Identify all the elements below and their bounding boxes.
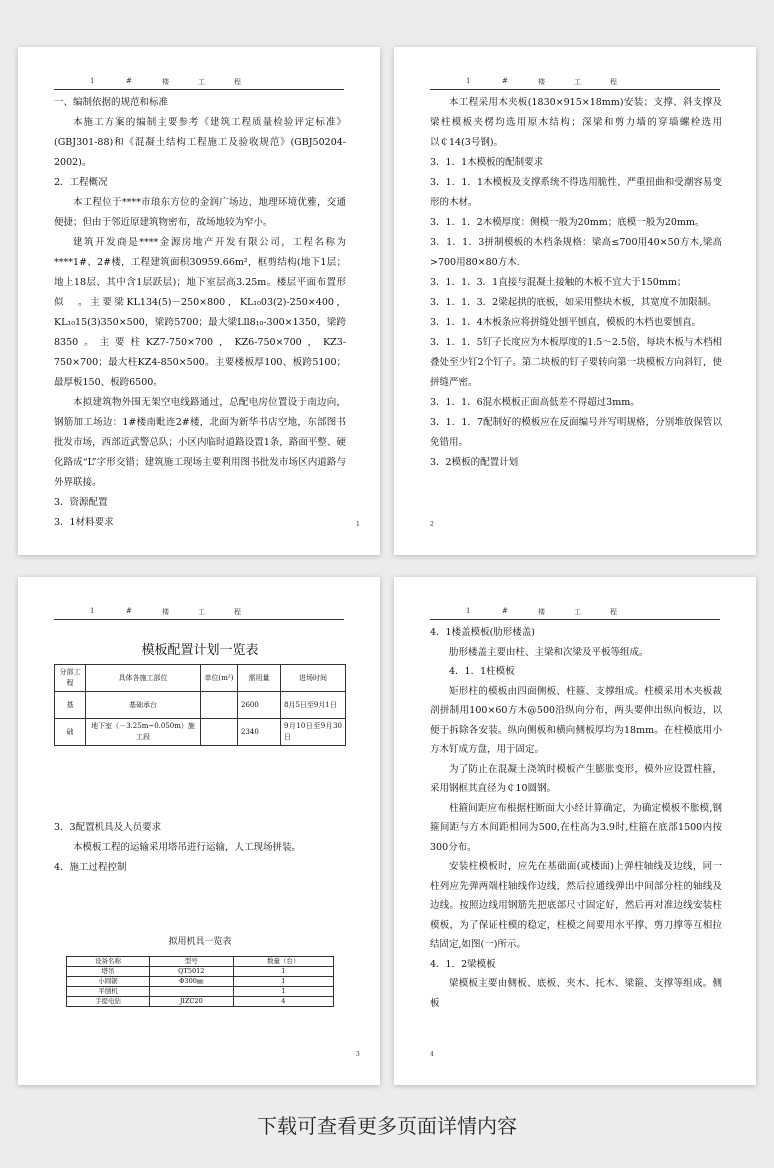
section-heading: 3．资源配置 — [54, 497, 108, 508]
paragraph: 3．1．1．1木模板及支撑系统不得选用脆性、严重扭曲和受潮容易变形的木材。 — [430, 177, 722, 208]
section-heading: 4．施工过程控制 — [54, 862, 127, 873]
table-cell: 1 — [233, 967, 333, 977]
table-cell: 4 — [233, 997, 333, 1007]
table-cell: 2600 — [238, 692, 281, 719]
table-cell: 2340 — [238, 719, 281, 746]
page-body — [54, 631, 346, 1007]
table-row — [55, 719, 346, 746]
table-header-cell: 设备名称 — [67, 957, 150, 967]
header-text: 程 — [234, 78, 241, 86]
header-text: # — [126, 77, 132, 85]
table-cell: 基 — [55, 692, 86, 719]
table-cell: 9月10日至9月30日 — [281, 719, 346, 746]
page-number: 3 — [356, 1051, 360, 1058]
table-cell: 1 — [233, 987, 333, 997]
paragraph: 梁模板主要由侧板、底板、夹木、托木、梁箍、支撑等组成。侧板 — [430, 978, 722, 1009]
paragraph: 本拟建筑物外围无架空电线路通过，总配电房位置设于南边向，钢筋加工场边：1#楼南毗连2#楼，北面为新华书店空地，东部图书批发市场，西部近武警总队；小区内临时道路设置1条，路面平整、硬化路成“L”字形交错；建筑施工现场主要利用图书批发市场区内道路与外界联接。 — [54, 397, 346, 488]
table-header-cell: 单位(m²) — [201, 665, 238, 692]
header-text: 工 — [574, 78, 581, 86]
table-header-cell: 型号 — [150, 957, 234, 967]
formwork-plan-table — [54, 664, 346, 746]
header-text: 1 — [466, 77, 471, 85]
section-heading: 4．1．2梁模板 — [430, 958, 496, 970]
page-body — [430, 93, 722, 473]
header-text: # — [502, 77, 508, 85]
paragraph: 3．1．1．3．2梁起拱的底板，如采用整块木板，其宽度不加限制。 — [430, 297, 717, 308]
table-header-cell: 数量（台） — [233, 957, 333, 967]
paragraph: 3．1．1．6混水模板正面高低差不得超过3mm。 — [430, 397, 640, 408]
document-page-2 — [394, 47, 756, 555]
download-more-link[interactable]: 下载可查看更多页面详情内容 — [257, 1114, 517, 1138]
document-page-3 — [18, 577, 380, 1085]
header-text: # — [126, 607, 132, 615]
paragraph: 矩形柱的模板由四面侧板、柱箍、支撑组成。柱模采用木夹板裁剖拼制用100×60方木@500沿纵向分布，两头要伸出纵向板边，以便于拆除各安装。纵向侧板和横向侧板厚均为18mm。在柱模底用小方木钉成方盘，用于固定。 — [430, 685, 722, 755]
page-body — [54, 93, 346, 533]
table-cell: 手提电钻 — [67, 997, 150, 1007]
section-heading: 3．1材料要求 — [54, 517, 114, 528]
header-text: 楼 — [162, 608, 169, 616]
page-header — [430, 77, 720, 90]
page-header — [54, 77, 344, 90]
table-cell: 小圆锯 — [67, 977, 150, 987]
header-text: 楼 — [538, 608, 545, 616]
header-text: 程 — [610, 78, 617, 86]
table-cell: 平刨机 — [67, 987, 150, 997]
table-cell: 8月5日至9月1日 — [281, 692, 346, 719]
section-heading: 4．1．1柱模板 — [449, 666, 515, 677]
header-text: 程 — [610, 608, 617, 616]
paragraph: 本工程采用木夹板(1830×915×18mm)安装；支撑、斜支撑及梁柱模板夹楞均选用原木结构；深梁和剪力墙的穿墙螺栓选用以￠14(3号钢)。 — [430, 97, 722, 148]
header-text: 工 — [198, 608, 205, 616]
table-cell: 塔吊 — [67, 967, 150, 977]
page-number: 1 — [356, 521, 360, 528]
table-cell: 地下室（－3.25m~0.050m）施工段 — [86, 719, 201, 746]
section-heading: 3．3配置机具及人员要求 — [54, 822, 162, 833]
paragraph: 本模板工程的运输采用塔吊进行运输，人工现场拼装。 — [73, 842, 302, 853]
table-header-cell: 分部工程 — [55, 665, 86, 692]
paragraph: 为了防止在混凝土浇筑时模板产生膨胀变形，模外应设置柱箍，采用钢框其直径为￠10圆钢。 — [430, 763, 722, 794]
section-heading: 3．2模板的配置计划 — [430, 457, 519, 468]
section-heading: 一、编制依据的规范和标准 — [54, 97, 169, 108]
paragraph: 3．1．1．3．1直接与混凝土接触的木板不宜大于150mm； — [430, 277, 687, 288]
header-text: 楼 — [538, 78, 545, 86]
page-number: 2 — [430, 521, 434, 528]
header-text: 1 — [90, 607, 95, 615]
table-header-cell: 需用量 — [238, 665, 281, 692]
paragraph: 柱箍间距应布根据柱断面大小经计算确定，为确定模板不胀模,钢箍间距与方木间距相同为500,在柱高为3.9时,柱箍在底部1500内按300分布。 — [430, 802, 722, 853]
header-text: 工 — [574, 608, 581, 616]
header-text: 楼 — [162, 78, 169, 86]
table-cell: 基础承台 — [86, 692, 201, 719]
paragraph: 肋形楼盖主要由柱、主梁和次梁及平板等组成。 — [449, 646, 649, 658]
table-cell — [201, 719, 238, 746]
table-header-row — [67, 957, 334, 967]
table-header-row — [55, 665, 346, 692]
table-cell: 础 — [55, 719, 86, 746]
table-row — [67, 987, 334, 997]
table-row — [55, 692, 346, 719]
table-row — [67, 997, 334, 1007]
paragraph: 3．1．1．3拼制模板的木档条规格：梁高≤700用40×50方木,梁高>700用80×80方木. — [430, 237, 722, 268]
section-heading: 2．工程概况 — [54, 177, 108, 188]
tools-table — [66, 956, 334, 1007]
table-cell: 1 — [233, 977, 333, 987]
paragraph: 3．1．1．5钉子长度应为木板厚度的1.5～2.5倍，每块木板与木档相叠处至少钉2个钉子。第二块板的钉子要转向第一块模板方向斜钉，使拼缝严密。 — [430, 337, 722, 388]
table-cell: QT5012 — [150, 967, 234, 977]
paragraph: 建筑开发商是****金源房地产开发有限公司，工程名称为****1#、2#楼，工程建筑面积30959.66m²，框剪结构(地下1层；地上18层、其中含1层跃层)；地下室层高3.25m。楼层平面布置形似 。主要梁KL134(5)－250×800，KL₁₀03(2)-250×400，KL₁₀15(3)350×500，梁跨5700；最大梁Lll8₁₀-300×1350，梁跨8350。主要柱KZ7-750×700，KZ6-750×700，KZ3-750×700；最大柱KZ4-850×500。主要楼板厚100、板跨5100；最厚板150、板跨6500。 — [54, 237, 346, 388]
table-row — [67, 977, 334, 987]
document-page-4 — [394, 577, 756, 1085]
table-cell — [201, 692, 238, 719]
paragraph: 本工程位于****市琅东方位的金润广场边，地理环境优雅，交通便捷；但由于邻近原建筑物密布，故场地较为窄小。 — [54, 197, 346, 228]
header-text: 程 — [234, 608, 241, 616]
tools-table-title: 拟用机具一览表 — [168, 937, 232, 947]
section-heading: 4．1楼盖模板(肋形楼盖) — [430, 627, 536, 638]
paragraph: 3．1．1．4木板条应将拼缝处刨平刨直，模板的木档也要刨直。 — [430, 317, 702, 328]
paragraph: 3．1．1．7配制好的模板应在反面编号并写明规格，分别堆放保管以免错用。 — [430, 417, 722, 448]
section-heading: 3．1．1木模板的配制要求 — [430, 157, 544, 168]
page-header — [430, 607, 720, 620]
table-cell: Φ300㎜ — [150, 977, 234, 987]
header-text: 1 — [90, 77, 95, 85]
header-text: 工 — [198, 78, 205, 86]
page-body — [430, 623, 722, 1013]
paragraph: 本施工方案的编制主要参考《建筑工程质量检验评定标准》(GBJ301-88)和《混凝土结构工程施工及验收规范》(GBJ50204-2002)。 — [54, 117, 346, 168]
table-cell: JIZC20 — [150, 997, 234, 1007]
paragraph: 安装柱模板时，应先在基础面(或楼面)上弹柱轴线及边线，同一柱列应先弹两端柱轴线作边线，然后拉通线弹出中间部分柱的轴线及边线。按照边线用钢筋先把底部尺寸固定好，然后再对准边线安装柱模板，为了保证柱模的稳定，柱模之间要用水平撑、剪刀撑等互相拉结固定,如图(一)所示。 — [430, 861, 722, 950]
header-text: # — [502, 607, 508, 615]
paragraph: 3．1．1．2木模厚度：侧模一般为20mm；底模一般为20mm。 — [430, 217, 705, 228]
table-header-cell: 具体各施工部位 — [86, 665, 201, 692]
table-cell — [150, 987, 234, 997]
table-title: 模板配置计划一览表 — [141, 643, 259, 658]
page-header — [54, 607, 344, 620]
page-number: 4 — [430, 1051, 434, 1058]
header-text: 1 — [466, 607, 471, 615]
table-header-cell: 进场时间 — [281, 665, 346, 692]
document-page-1 — [18, 47, 380, 555]
table-row — [67, 967, 334, 977]
